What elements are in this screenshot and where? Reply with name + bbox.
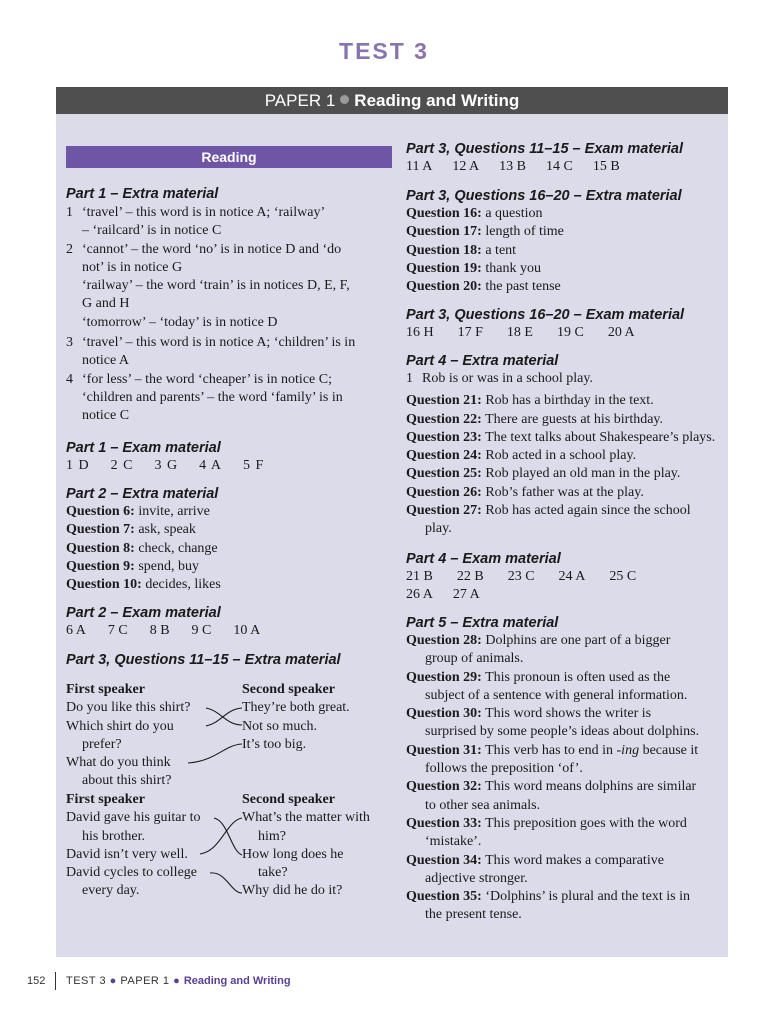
item-number: 3 <box>66 335 73 351</box>
list-item <box>66 576 391 594</box>
banner-subject: Reading and Writing <box>354 91 520 110</box>
list-item-continued: to other sea animals. <box>425 797 541 813</box>
question-label: Question 27: <box>406 503 482 519</box>
question-text: decides, likes <box>145 577 221 593</box>
list-item <box>406 223 726 241</box>
question-label: Question 23: <box>406 429 482 445</box>
match-item: his brother. <box>82 828 145 844</box>
list-item <box>66 371 391 426</box>
answer: 20 A <box>607 325 635 340</box>
part3-extra <box>66 651 391 669</box>
matching-exercise <box>66 681 391 906</box>
question-label: Question 8: <box>66 540 135 556</box>
list-item-continued: surprised by some people’s ideas about dolphins. <box>425 724 700 740</box>
match-item: What’s the matter with <box>242 810 370 826</box>
list-item-continued: the present tense. <box>425 907 522 923</box>
question-text: -ing <box>616 742 640 758</box>
question-label: Question 28: <box>406 633 482 648</box>
section-heading: Part 3, Questions 11–15 – Exam material <box>406 141 683 157</box>
answer: 7 C <box>107 623 128 638</box>
list-item <box>406 632 726 650</box>
answer: 5 F <box>242 458 264 473</box>
match-item: David cycles to college <box>66 865 198 881</box>
section-heading: Part 2 – Exam material <box>66 605 221 621</box>
match-item: take? <box>258 865 288 881</box>
question-text: This pronoun is often used as the <box>485 669 671 685</box>
question-text: There are guests at his birthday. <box>485 411 664 427</box>
question-label: Question 10: <box>66 577 142 593</box>
banner-paper: PAPER 1 <box>264 91 336 110</box>
answer: 21 B <box>406 569 433 584</box>
item-line: not’ is in notice G <box>82 259 183 275</box>
question-label: Question 26: <box>406 484 482 500</box>
item-line: ‘tomorrow’ – ‘today’ is in notice D <box>82 314 278 330</box>
question-text: because it <box>639 742 699 758</box>
question-text: a tent <box>485 242 517 258</box>
answer: 18 E <box>506 325 533 340</box>
section-heading: Part 1 – Exam material <box>66 440 221 456</box>
answer: 24 A <box>558 569 586 584</box>
item-text <box>82 371 391 426</box>
question-label: Question 35: <box>406 889 482 905</box>
question-text: invite, arrive <box>138 504 210 519</box>
list-item <box>66 521 391 539</box>
question-text: This word means dolphins are similar <box>485 779 697 795</box>
answer: 25 C <box>609 569 637 584</box>
list-item-continued: subject of a sentence with general information. <box>425 687 688 703</box>
list-item <box>406 888 726 906</box>
list-item <box>66 540 391 558</box>
list-item-continued: follows the preposition ‘of’. <box>425 761 583 777</box>
question-text: spend, buy <box>138 558 200 574</box>
part3b-exam <box>406 306 726 342</box>
list-item <box>406 484 726 502</box>
section-heading: Part 4 – Exam material <box>406 551 561 567</box>
answer: 14 C <box>546 159 573 174</box>
question-text: This word shows the writer is <box>485 706 652 722</box>
list-item <box>66 241 391 332</box>
list-item <box>406 242 726 260</box>
item-line: ‘railway’ – the word ‘train’ is in notices D, E, F, <box>82 278 350 294</box>
question-text: a question <box>485 206 543 221</box>
bullet-icon <box>340 95 349 104</box>
list-item-continued: ‘mistake’. <box>425 834 482 850</box>
question-label: Question 7: <box>66 522 135 538</box>
question-label: Question 33: <box>406 815 482 831</box>
page-number: 152 <box>27 975 46 987</box>
list-item <box>406 205 726 223</box>
answer: 26 A <box>406 587 433 603</box>
list-item <box>406 669 726 687</box>
answer: 15 B <box>592 159 620 174</box>
match-item: How long does he <box>242 846 344 862</box>
question-label: Question 6: <box>66 504 135 519</box>
question-label: Question 22: <box>406 411 482 427</box>
answer: 19 C <box>556 325 584 340</box>
item-line: ‘travel’ – this word is in notice A; ‘children’ is in <box>82 335 356 351</box>
question-text: Rob has acted again since the school <box>485 503 691 519</box>
question-text: This preposition goes with the word <box>485 815 687 831</box>
match-item: Do you like this shirt? <box>66 700 191 716</box>
column-header: First speaker <box>66 792 145 807</box>
section-heading: Part 3, Questions 16–20 – Exam material <box>406 307 685 323</box>
question-text: ask, speak <box>138 522 196 538</box>
item-line: ‘travel’ – this word is in notice A; ‘railway’ <box>82 205 326 220</box>
match-item: What do you think <box>66 755 171 771</box>
match-item: Which shirt do you <box>66 718 174 734</box>
question-label: Question 34: <box>406 852 482 868</box>
list-item <box>406 278 726 296</box>
page-title: TEST 3 <box>339 38 429 64</box>
section-heading: Part 4 – Extra material <box>406 353 559 369</box>
column-header: First speaker <box>66 682 145 697</box>
question-label: Question 24: <box>406 448 482 464</box>
list-item <box>406 502 726 520</box>
question-text: the past tense <box>485 279 561 295</box>
answer: 8 B <box>149 623 170 638</box>
question-label: Question 9: <box>66 558 135 574</box>
match-item: prefer? <box>82 736 122 752</box>
answer: 11 A <box>406 159 433 174</box>
match-item: about this shirt? <box>82 773 172 789</box>
list-item <box>406 447 726 465</box>
paper-banner <box>56 87 728 114</box>
part1-exam <box>66 439 391 475</box>
item-line: G and H <box>82 296 130 312</box>
column-header: Second speaker <box>242 682 335 697</box>
answer: 4 A <box>199 458 221 473</box>
section-heading: Part 1 – Extra material <box>66 186 219 202</box>
answer: 2 C <box>110 458 133 473</box>
answer-panel <box>56 87 728 957</box>
question-text: Rob acted in a school play. <box>485 448 637 464</box>
footer-divider <box>55 972 56 990</box>
section-heading: Part 5 – Extra material <box>406 615 559 631</box>
item-line: – ‘railcard’ is in notice C <box>82 223 222 239</box>
page-footer <box>0 972 768 992</box>
item-number: 2 <box>66 241 73 257</box>
match-item: Why did he do it? <box>242 883 343 899</box>
question-text: Rob played an old man in the play. <box>485 466 681 482</box>
list-item <box>406 742 726 760</box>
part3-exam <box>406 140 726 176</box>
answer: 16 H <box>406 325 434 340</box>
item-text <box>82 204 391 241</box>
question-text: This verb has to end in <box>485 742 617 758</box>
question-text: thank you <box>485 260 541 276</box>
answer: 9 C <box>191 623 212 638</box>
list-item <box>406 392 726 410</box>
question-label: Question 25: <box>406 466 482 482</box>
match-item: every day. <box>82 883 140 899</box>
list-item <box>406 778 726 796</box>
question-label: Question 19: <box>406 260 482 276</box>
question-label: Question 18: <box>406 242 482 258</box>
section-heading: Part 2 – Extra material <box>66 486 219 502</box>
section-heading: Part 3, Questions 11–15 – Extra material <box>66 652 341 668</box>
match-item: They’re both great. <box>242 700 350 716</box>
list-item <box>406 429 726 447</box>
list-item-continued: adjective stronger. <box>425 870 528 886</box>
match-item: him? <box>258 828 286 844</box>
list-item <box>406 411 726 429</box>
item-number: 4 <box>66 371 73 387</box>
answer: 23 C <box>507 569 535 584</box>
question-label: Question 21: <box>406 393 482 409</box>
item-line: ‘for less’ – the word ‘cheaper’ is in notice C; <box>82 371 332 387</box>
footer-text: TEST 3 ● PAPER 1 ● Reading and Writing <box>66 975 291 987</box>
answer: 17 F <box>457 325 483 340</box>
list-item <box>406 260 726 278</box>
part2-extra <box>66 485 391 594</box>
section-heading: Part 3, Questions 16–20 – Extra material <box>406 188 682 204</box>
question-label: Question 20: <box>406 279 482 295</box>
list-item <box>66 204 391 241</box>
question-text: check, change <box>138 540 218 556</box>
part2-exam <box>66 604 391 640</box>
column-header: Second speaker <box>242 792 335 807</box>
list-item <box>66 558 391 576</box>
match-item: David isn’t very well. <box>66 846 188 862</box>
reading-label: Reading <box>66 146 392 168</box>
item-line: notice A <box>82 353 130 369</box>
question-label: Question 30: <box>406 706 482 722</box>
list-item <box>66 503 391 521</box>
item-line: ‘cannot’ – the word ‘no’ is in notice D and ‘do <box>82 241 342 257</box>
question-text: Rob’s father was at the play. <box>485 484 644 500</box>
question-text: Rob has a birthday in the text. <box>485 393 654 409</box>
question-label: Question 32: <box>406 779 482 795</box>
part4-extra <box>406 352 726 539</box>
list-item-continued: group of animals. <box>425 651 524 667</box>
item-number: 1 <box>66 205 73 220</box>
part5-extra <box>406 614 726 925</box>
part4-exam <box>406 550 726 605</box>
match-item: It’s too big. <box>242 736 307 752</box>
answer: 27 A <box>452 587 480 603</box>
item-text <box>82 334 391 371</box>
item-line: notice C <box>82 408 130 424</box>
part1-extra <box>66 185 391 426</box>
answer: 22 B <box>456 569 484 584</box>
list-item <box>406 705 726 723</box>
item-line: ‘children and parents’ – the word ‘family’ is in <box>82 389 343 405</box>
question-text: ‘Dolphins’ is plural and the text is in <box>485 889 690 905</box>
answer: 3 G <box>154 458 178 473</box>
answer: 13 B <box>499 159 527 174</box>
question-label: Question 16: <box>406 206 482 221</box>
question-label: Question 17: <box>406 224 482 240</box>
answer: 1 D <box>66 458 89 473</box>
question-text: Dolphins are one part of a bigger <box>485 633 671 648</box>
list-item: 1 Rob is or was in a school play. <box>406 371 593 386</box>
match-item: David gave his guitar to <box>66 810 201 826</box>
part3b-extra <box>406 187 726 296</box>
match-item: Not so much. <box>242 718 318 734</box>
question-label: Question 29: <box>406 669 482 685</box>
list-item <box>406 815 726 833</box>
question-text: length of time <box>485 224 564 240</box>
answer: 6 A <box>66 623 86 638</box>
match-line <box>214 818 242 855</box>
question-text: The text talks about Shakespeare’s plays. <box>485 429 716 445</box>
list-item <box>66 334 391 371</box>
answer: 10 A <box>233 623 261 638</box>
answer: 12 A <box>452 159 480 174</box>
list-item <box>406 465 726 483</box>
list-item <box>406 852 726 870</box>
question-label: Question 31: <box>406 742 482 758</box>
question-text: This word makes a comparative <box>485 852 664 868</box>
list-item-continued: play. <box>425 521 452 537</box>
item-text <box>82 241 391 332</box>
